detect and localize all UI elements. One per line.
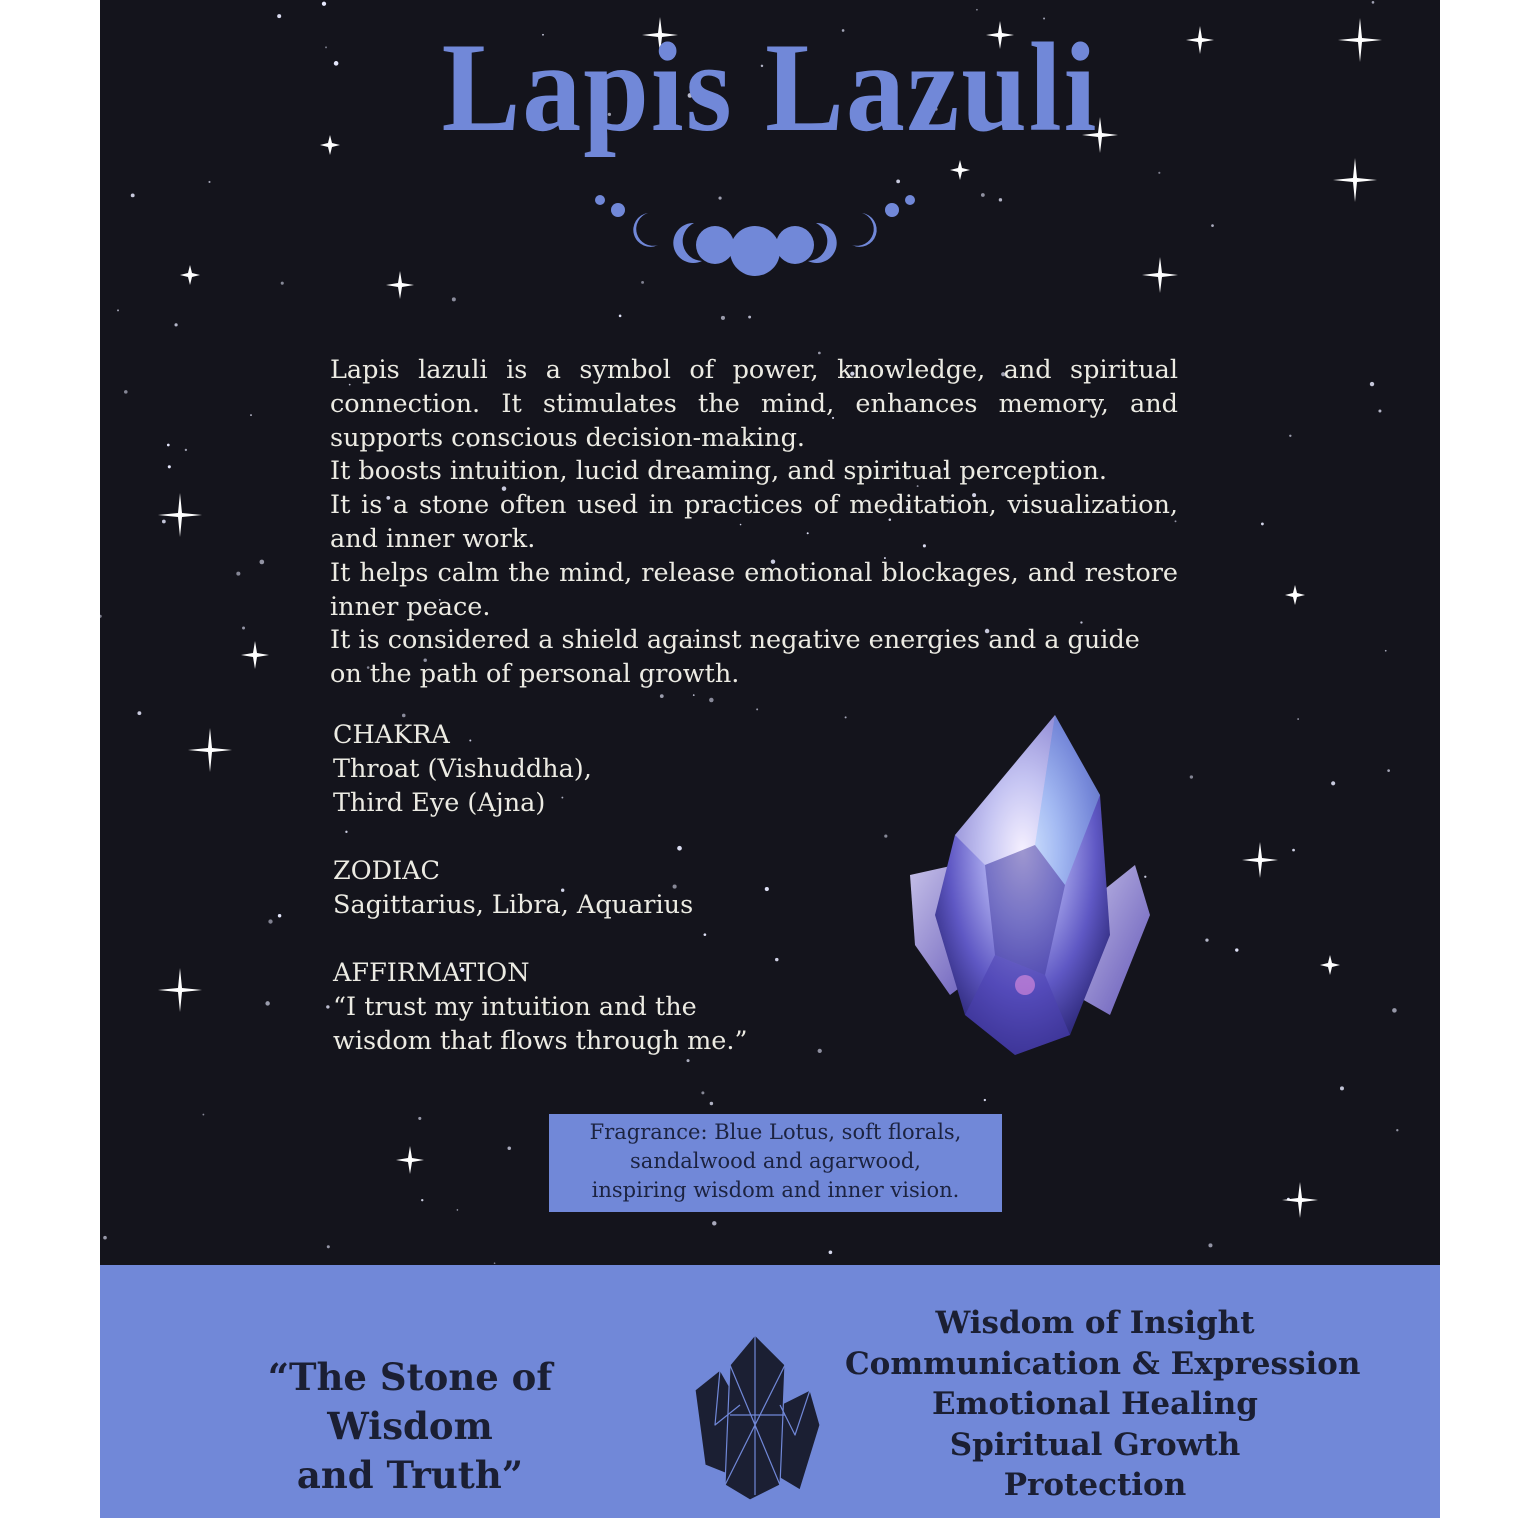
benefit-item: Wisdom of Insight — [935, 1305, 1255, 1341]
star — [494, 1262, 496, 1264]
star — [748, 316, 751, 319]
star — [677, 846, 682, 851]
star — [174, 323, 177, 326]
star — [202, 1114, 204, 1116]
star — [709, 698, 713, 702]
star — [1289, 435, 1291, 437]
star — [701, 1091, 704, 1094]
star — [981, 193, 985, 197]
bottom-band — [100, 1265, 1440, 1518]
star — [236, 572, 240, 576]
chakra-line: Third Eye (Ajna) — [333, 788, 546, 818]
sparkle-star — [1282, 1182, 1318, 1218]
affirmation-section — [333, 956, 748, 1058]
star — [687, 1059, 690, 1062]
star — [1211, 224, 1214, 227]
star — [1392, 1008, 1397, 1013]
product-box — [100, 0, 1440, 1518]
zodiac-line: Sagittarius, Libra, Aquarius — [333, 890, 694, 920]
star — [1331, 781, 1335, 785]
star — [1387, 769, 1390, 772]
star — [265, 1001, 269, 1005]
star — [1205, 938, 1208, 941]
star — [1158, 172, 1160, 174]
sparkle-star — [158, 493, 202, 537]
star — [124, 390, 128, 394]
star — [162, 520, 166, 524]
affirmation-line: wisdom that flows through me.” — [333, 1026, 748, 1056]
chakra-heading: CHAKRA — [333, 720, 450, 750]
star — [710, 1102, 713, 1105]
star — [1378, 410, 1381, 413]
star — [131, 193, 135, 197]
star — [693, 694, 695, 696]
star — [1190, 775, 1193, 778]
star — [1208, 1243, 1212, 1247]
stone-quote — [185, 1353, 635, 1500]
star — [103, 1236, 107, 1240]
star — [281, 282, 284, 285]
chakra-line: Throat (Vishuddha), — [333, 754, 592, 784]
star — [100, 615, 102, 618]
description-paragraph: It helps calm the mind, release emotional blockages, and restore inner peace. — [330, 557, 1178, 622]
star — [452, 297, 456, 301]
star — [402, 714, 406, 718]
fragrance-line: sandalwood and agarwood, — [630, 1149, 921, 1173]
star — [818, 1049, 822, 1053]
sparkle-star — [180, 265, 200, 285]
star — [167, 444, 170, 447]
star — [721, 316, 725, 320]
star — [1385, 650, 1387, 652]
star — [1372, 1, 1375, 4]
star — [704, 933, 707, 936]
star — [976, 9, 978, 11]
sparkle-star — [241, 641, 269, 669]
zodiac-heading: ZODIAC — [333, 856, 441, 886]
product-title: Lapis Lazuli — [441, 16, 1099, 159]
sparkle-star — [1285, 585, 1305, 605]
star — [208, 181, 210, 183]
star — [418, 1117, 421, 1120]
crystal-outline-icon — [685, 1335, 825, 1505]
star — [259, 560, 264, 565]
star — [1261, 523, 1264, 526]
star — [1235, 948, 1238, 951]
crystal-cluster-icon — [895, 715, 1160, 1060]
affirmation-heading: AFFIRMATION — [333, 958, 530, 988]
sparkle-star — [1242, 842, 1278, 878]
benefit-item: Emotional Healing — [932, 1386, 1258, 1422]
star — [712, 1221, 716, 1225]
star — [1396, 1129, 1398, 1131]
star — [999, 198, 1002, 201]
sparkle-star — [386, 271, 414, 299]
benefit-item: Spiritual Growth — [949, 1426, 1241, 1463]
zodiac-section — [333, 854, 693, 922]
fragrance-label — [549, 1114, 1002, 1212]
moon-phases-icon — [590, 185, 920, 285]
description-paragraph: It is a stone often used in practices of meditation, visualization, and inner work. — [330, 490, 1178, 554]
description-paragraph: Lapis lazuli is a symbol of power, knowledge, and spiritual connection. It stimulates the mind, enhances memory, and supports conscious decision-making. — [330, 355, 1178, 453]
star — [268, 919, 272, 923]
star — [660, 694, 664, 698]
chakra-section — [333, 718, 592, 820]
affirmation-line: “I trust my intuition and the — [333, 992, 697, 1022]
sparkle-star — [950, 160, 970, 180]
benefit-item: Communication & Expression — [845, 1345, 1361, 1382]
star — [117, 309, 119, 311]
star — [1297, 718, 1299, 720]
sparkle-star — [188, 728, 232, 772]
star — [1340, 1086, 1344, 1090]
star — [278, 914, 281, 917]
star — [457, 1209, 459, 1211]
star — [137, 711, 141, 715]
star — [421, 1199, 423, 1201]
description — [330, 354, 1178, 692]
star — [185, 449, 187, 451]
star — [1370, 382, 1374, 386]
star — [322, 2, 326, 6]
star — [508, 1146, 512, 1150]
sparkle-star — [1142, 257, 1178, 293]
star — [250, 414, 252, 416]
star — [829, 1250, 833, 1254]
description-paragraph: It is considered a shield against negative energies and a guide on the path of personal growth. — [330, 625, 1140, 690]
star — [775, 958, 778, 961]
star — [984, 1099, 986, 1101]
star — [242, 627, 245, 630]
sparkle-star — [158, 968, 202, 1012]
description-paragraph: It boosts intuition, lucid dreaming, and spiritual perception. — [330, 456, 1108, 487]
star — [619, 315, 622, 318]
star — [756, 708, 758, 710]
quote-line: “The Stone of Wisdom — [267, 1355, 553, 1448]
sparkle-star — [396, 1146, 424, 1174]
benefit-item: Protection — [1003, 1467, 1187, 1503]
star — [326, 1005, 329, 1008]
star — [1292, 849, 1295, 852]
star — [884, 834, 887, 837]
star — [845, 716, 847, 718]
star — [896, 179, 900, 183]
benefits-list — [845, 1303, 1361, 1506]
star — [345, 831, 347, 833]
star — [168, 465, 171, 468]
sparkle-star — [1333, 158, 1377, 202]
fragrance-line: Fragrance: Blue Lotus, soft florals, — [589, 1120, 962, 1144]
star — [327, 1245, 330, 1248]
quote-line: and Truth” — [296, 1453, 524, 1497]
star — [765, 887, 769, 891]
fragrance-line: inspiring wisdom and inner vision. — [591, 1178, 960, 1202]
sparkle-star — [1320, 955, 1340, 975]
